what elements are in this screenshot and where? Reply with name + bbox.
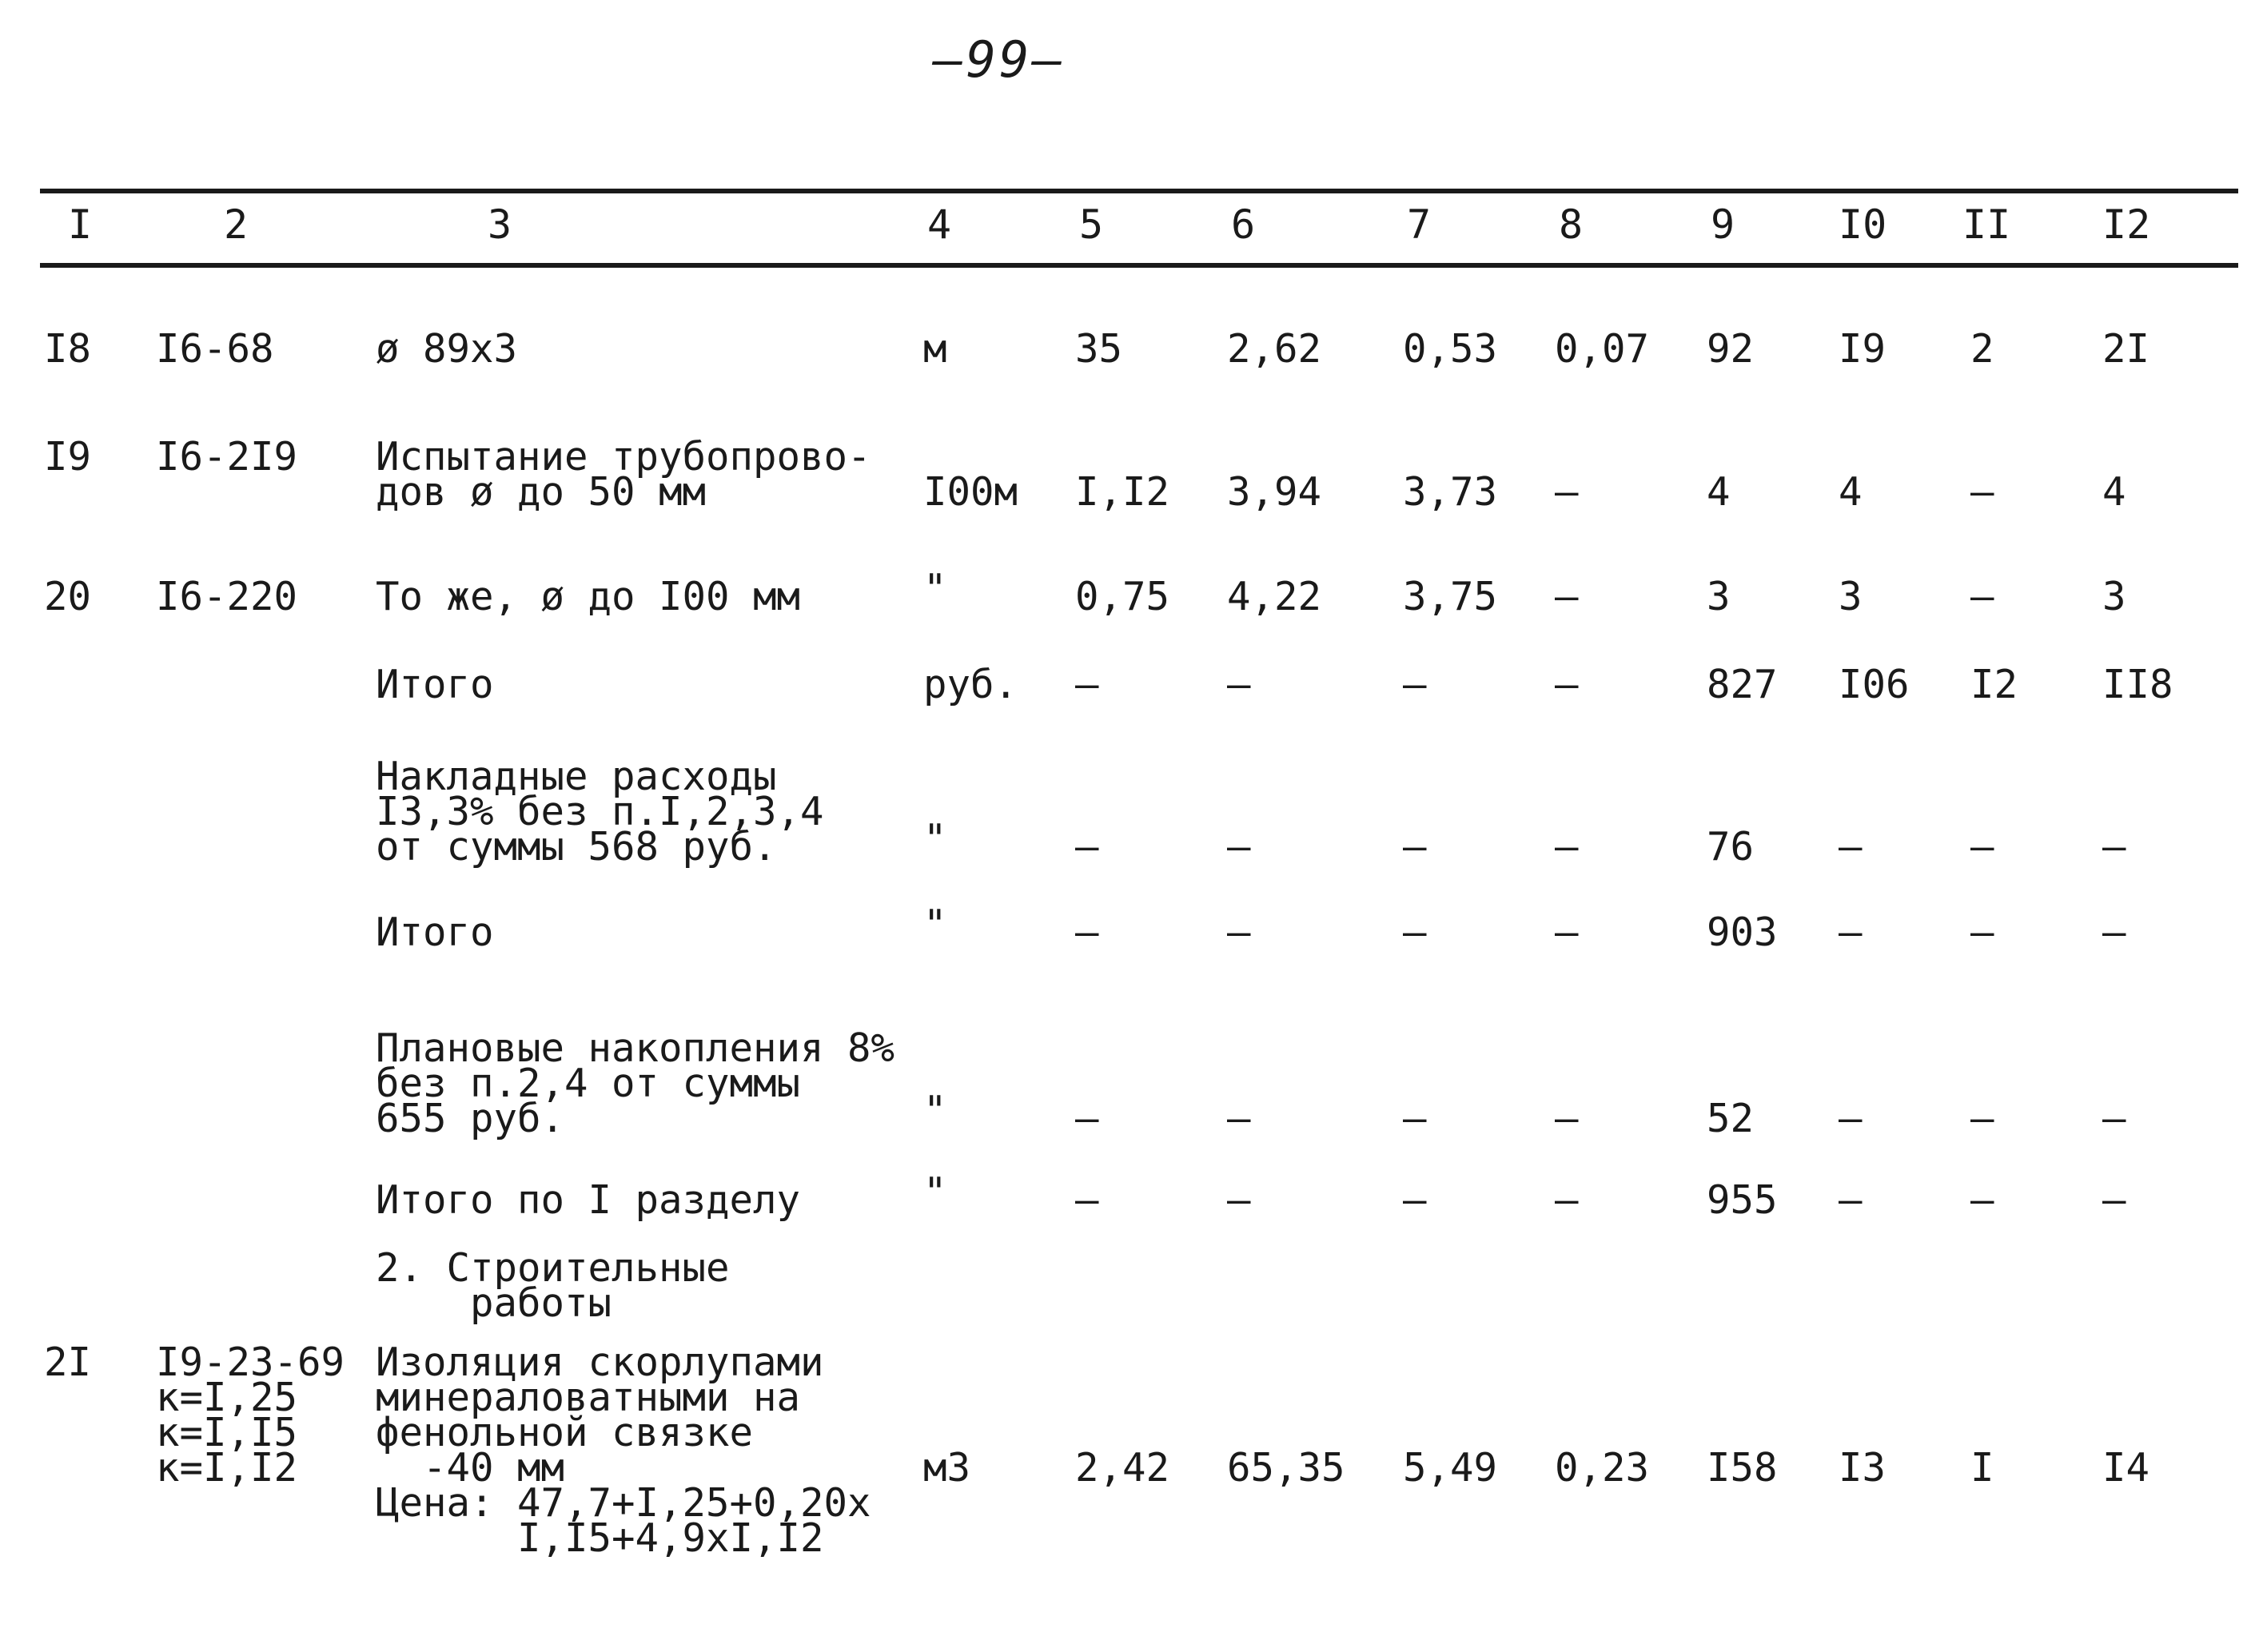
- cell-unit-cost: –: [1227, 910, 1251, 955]
- cell-unit: I00м: [923, 469, 1018, 515]
- cell-total-machines: –: [1970, 1177, 1994, 1223]
- cell-unit: ": [923, 566, 947, 611]
- column-header-1: I: [68, 201, 93, 248]
- cell-work-description: ø 89x3: [376, 326, 518, 372]
- cell-wage-cost: –: [1403, 1096, 1427, 1141]
- column-header-6: 6: [1231, 201, 1256, 248]
- cell-total-c12: –: [2102, 910, 2126, 955]
- cell-machine-cost: –: [1555, 1177, 1579, 1223]
- cell-total-wages: I9: [1839, 326, 1887, 372]
- cell-unit: ": [923, 1088, 947, 1133]
- cell-norm-code: I6-68: [156, 326, 274, 372]
- cell-total-wages: –: [1839, 1096, 1863, 1141]
- cell-work-description: Изоляция скорлупами минераловатными на фенольной связке -40 мм Цена: 47,7+I,25+0,20х I,I5+4,9хI,I2: [376, 1340, 871, 1561]
- cell-total-machines: –: [1970, 469, 1994, 515]
- cell-total-cost: 92: [1707, 326, 1755, 372]
- cell-norm-code: I6-2I9: [156, 434, 298, 480]
- column-header-3: 3: [488, 201, 512, 248]
- cell-quantity: –: [1075, 1096, 1099, 1141]
- cell-work-description: 2. Строительные работы: [376, 1245, 730, 1326]
- cell-total-c12: 3: [2102, 574, 2126, 619]
- cell-machine-cost: –: [1555, 662, 1579, 707]
- cell-total-c12: I4: [2102, 1445, 2150, 1491]
- column-header-12: I2: [2102, 201, 2151, 248]
- cell-total-cost: 903: [1707, 910, 1778, 955]
- cell-total-machines: –: [1970, 1096, 1994, 1141]
- cell-unit: м: [923, 326, 947, 372]
- cell-wage-cost: 3,73: [1403, 469, 1498, 515]
- cell-work-description: Накладные расходы I3,3% без п.I,2,3,4 от суммы 568 руб.: [376, 754, 824, 870]
- cell-total-cost: 955: [1707, 1177, 1778, 1223]
- cell-work-description: Испытание трубопрово- дов ø до 50 мм: [376, 434, 871, 515]
- cell-total-wages: I06: [1839, 662, 1910, 707]
- cell-wage-cost: –: [1403, 1177, 1427, 1223]
- cell-total-cost: 4: [1707, 469, 1731, 515]
- column-header-4: 4: [927, 201, 952, 248]
- cell-total-cost: 3: [1707, 574, 1731, 619]
- cell-total-cost: 827: [1707, 662, 1778, 707]
- cell-total-wages: 4: [1839, 469, 1863, 515]
- cell-total-c12: 4: [2102, 469, 2126, 515]
- cell-unit: ": [923, 902, 947, 947]
- cell-unit-cost: 2,62: [1227, 326, 1322, 372]
- column-header-7: 7: [1407, 201, 1432, 248]
- cell-quantity: 2,42: [1075, 1445, 1170, 1491]
- header-bottom-rule: [40, 263, 2238, 268]
- cell-total-wages: 3: [1839, 574, 1863, 619]
- cell-machine-cost: –: [1555, 469, 1579, 515]
- cell-total-c12: –: [2102, 1096, 2126, 1141]
- cell-work-description: Плановые накопления 8% без п.2,4 от суммы 655 руб.: [376, 1025, 895, 1141]
- cell-total-machines: I: [1970, 1445, 1994, 1491]
- cell-unit: ": [923, 1169, 947, 1215]
- cell-work-description: Итого: [376, 662, 494, 707]
- cell-wage-cost: 3,75: [1403, 574, 1498, 619]
- cell-total-c12: –: [2102, 824, 2126, 870]
- cell-total-c12: II8: [2102, 662, 2173, 707]
- cell-quantity: –: [1075, 824, 1099, 870]
- cell-quantity: 0,75: [1075, 574, 1170, 619]
- cell-total-wages: –: [1839, 824, 1863, 870]
- cell-row-number: 20: [44, 574, 92, 619]
- cell-machine-cost: –: [1555, 910, 1579, 955]
- cell-machine-cost: 0,07: [1555, 326, 1650, 372]
- cell-total-machines: –: [1970, 824, 1994, 870]
- column-header-8: 8: [1559, 201, 1584, 248]
- cell-total-machines: –: [1970, 574, 1994, 619]
- cell-total-wages: I3: [1839, 1445, 1887, 1491]
- cell-wage-cost: 0,53: [1403, 326, 1498, 372]
- cell-machine-cost: –: [1555, 574, 1579, 619]
- column-header-10: I0: [1839, 201, 1887, 248]
- cell-total-machines: I2: [1970, 662, 2018, 707]
- column-header-5: 5: [1079, 201, 1104, 248]
- cell-total-wages: –: [1839, 910, 1863, 955]
- cell-machine-cost: –: [1555, 824, 1579, 870]
- column-header-2: 2: [224, 201, 249, 248]
- cell-unit-cost: 3,94: [1227, 469, 1322, 515]
- cell-total-wages: –: [1839, 1177, 1863, 1223]
- cell-work-description: То же, ø до I00 мм: [376, 574, 801, 619]
- cell-work-description: Итого: [376, 910, 494, 955]
- table-top-rule: [40, 189, 2238, 193]
- cell-row-number: I9: [44, 434, 92, 480]
- cell-total-cost: 52: [1707, 1096, 1755, 1141]
- cell-unit-cost: –: [1227, 1177, 1251, 1223]
- cell-wage-cost: –: [1403, 910, 1427, 955]
- cell-quantity: –: [1075, 1177, 1099, 1223]
- cell-row-number: I8: [44, 326, 92, 372]
- cell-total-c12: –: [2102, 1177, 2126, 1223]
- column-header-9: 9: [1711, 201, 1735, 248]
- cell-unit-cost: –: [1227, 824, 1251, 870]
- cell-quantity: –: [1075, 662, 1099, 707]
- cell-unit-cost: –: [1227, 662, 1251, 707]
- cell-quantity: 35: [1075, 326, 1123, 372]
- cell-wage-cost: –: [1403, 662, 1427, 707]
- cell-unit-cost: 65,35: [1227, 1445, 1345, 1491]
- cell-machine-cost: 0,23: [1555, 1445, 1650, 1491]
- cell-unit: ": [923, 816, 947, 862]
- cell-quantity: I,I2: [1075, 469, 1170, 515]
- cell-row-number: 2I: [44, 1340, 92, 1385]
- cell-total-machines: 2: [1970, 326, 1994, 372]
- cell-quantity: –: [1075, 910, 1099, 955]
- cell-unit-cost: 4,22: [1227, 574, 1322, 619]
- cell-total-cost: 76: [1707, 824, 1755, 870]
- column-header-11: II: [1962, 201, 2011, 248]
- cell-wage-cost: 5,49: [1403, 1445, 1498, 1491]
- cell-work-description: Итого по I разделу: [376, 1177, 801, 1223]
- cell-wage-cost: –: [1403, 824, 1427, 870]
- cell-unit: м3: [923, 1445, 971, 1491]
- cell-norm-code: I9-23-69 к=I,25 к=I,I5 к=I,I2: [156, 1340, 345, 1491]
- cell-total-cost: I58: [1707, 1445, 1778, 1491]
- cell-total-machines: –: [1970, 910, 1994, 955]
- cell-unit: руб.: [923, 662, 1018, 707]
- cell-total-c12: 2I: [2102, 326, 2150, 372]
- cell-norm-code: I6-220: [156, 574, 298, 619]
- cell-unit-cost: –: [1227, 1096, 1251, 1141]
- cell-machine-cost: –: [1555, 1096, 1579, 1141]
- page-number: —99—: [933, 30, 1066, 89]
